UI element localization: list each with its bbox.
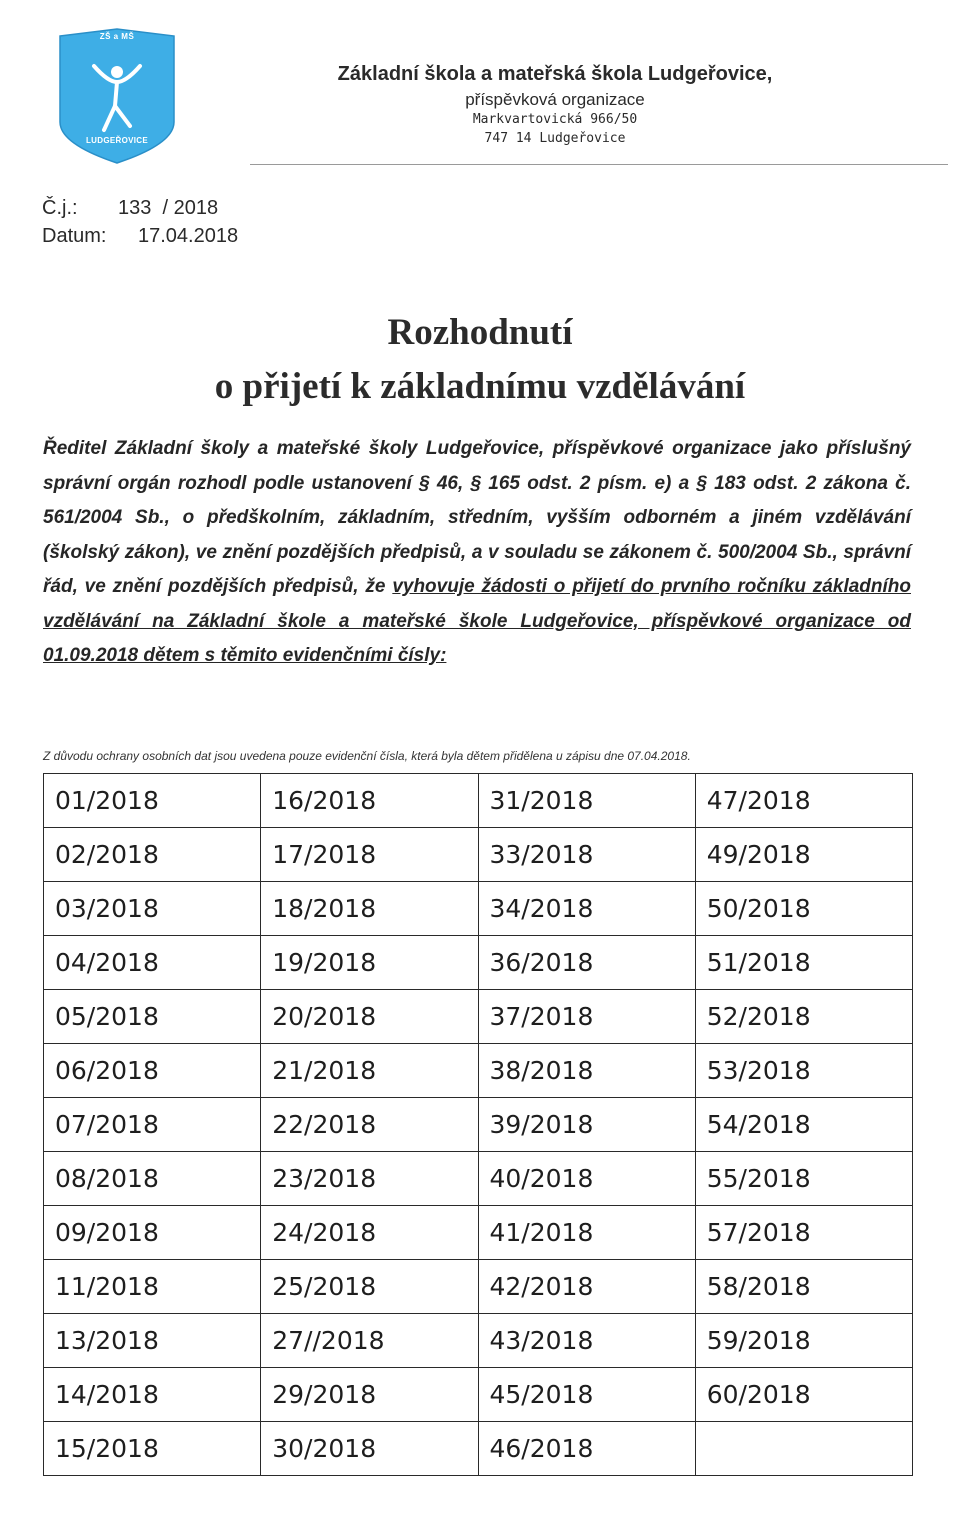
reference-block <box>42 194 238 250</box>
table-row <box>44 1422 913 1476</box>
table-cell: 29/2018 <box>261 1368 478 1422</box>
table-cell: 22/2018 <box>261 1098 478 1152</box>
table-cell: 11/2018 <box>44 1260 261 1314</box>
table-row <box>44 1152 913 1206</box>
table-cell: 43/2018 <box>478 1314 695 1368</box>
table-cell: 23/2018 <box>261 1152 478 1206</box>
table-row <box>44 774 913 828</box>
table-cell: 52/2018 <box>695 990 912 1044</box>
table-cell: 41/2018 <box>478 1206 695 1260</box>
table-cell: 08/2018 <box>44 1152 261 1206</box>
header-divider <box>250 164 948 165</box>
table-cell: 17/2018 <box>261 828 478 882</box>
table-cell: 42/2018 <box>478 1260 695 1314</box>
document-title-line2: o přijetí k základnímu vzdělávání <box>214 366 746 407</box>
table-row <box>44 1314 913 1368</box>
school-logo <box>50 26 184 166</box>
table-cell: 55/2018 <box>695 1152 912 1206</box>
table-cell <box>695 1422 912 1476</box>
table-cell: 38/2018 <box>478 1044 695 1098</box>
table-cell: 34/2018 <box>478 882 695 936</box>
table-row <box>44 1044 913 1098</box>
table-cell: 09/2018 <box>44 1206 261 1260</box>
table-row <box>44 936 913 990</box>
table-cell: 19/2018 <box>261 936 478 990</box>
reference-number-label: Č.j.: <box>42 197 78 219</box>
table-cell: 33/2018 <box>478 828 695 882</box>
table-cell: 31/2018 <box>478 774 695 828</box>
table-row <box>44 990 913 1044</box>
table-cell: 40/2018 <box>478 1152 695 1206</box>
decision-text: Ředitel Základní školy a mateřské školy Ludgeřovice, příspěvkové organizace jako příslušný správní orgán rozhodl podle ustanovení § 46, § 165 odst. 2 písm. e) a § 183 odst. 2 zákona č. 561/2004 Sb., o předškolním, základním, středním, vyšším odborném a jiném vzdělávání (školský zákon), ve znění pozdějších předpisů, a v souladu se zákonem č. 500/2004 Sb., správní řád, ve znění pozdějších předpisů, že <box>43 438 911 597</box>
table-row <box>44 1368 913 1422</box>
table-cell: 39/2018 <box>478 1098 695 1152</box>
reference-date-value: 17.04.2018 <box>138 225 239 247</box>
privacy-note: Z důvodu ochrany osobních dat jsou uvedena pouze evidenční čísla, která byla dětem přidělena u zápisu dne 07.04.2018. <box>43 749 691 763</box>
table-row <box>44 828 913 882</box>
table-cell: 16/2018 <box>261 774 478 828</box>
table-cell: 04/2018 <box>44 936 261 990</box>
reference-date-row <box>42 222 238 250</box>
logo-bottom-text: LUDGEŘOVICE <box>86 136 148 145</box>
table-cell: 30/2018 <box>261 1422 478 1476</box>
table-cell: 06/2018 <box>44 1044 261 1098</box>
table-cell: 02/2018 <box>44 828 261 882</box>
table-row <box>44 1206 913 1260</box>
logo-top-text: ZŠ a MŠ <box>99 32 135 41</box>
school-subtitle: příspěvková organizace <box>465 90 645 109</box>
reference-number-row <box>42 194 238 222</box>
document-title <box>0 306 960 414</box>
table-cell: 15/2018 <box>44 1422 261 1476</box>
table-row <box>44 1098 913 1152</box>
table-cell: 47/2018 <box>695 774 912 828</box>
table-cell: 27//2018 <box>261 1314 478 1368</box>
table-cell: 36/2018 <box>478 936 695 990</box>
table-cell: 58/2018 <box>695 1260 912 1314</box>
table-cell: 60/2018 <box>695 1368 912 1422</box>
table-cell: 24/2018 <box>261 1206 478 1260</box>
document-title-line1: Rozhodnutí <box>387 312 573 353</box>
table-cell: 14/2018 <box>44 1368 261 1422</box>
table-cell: 07/2018 <box>44 1098 261 1152</box>
school-name: Základní škola a mateřská škola Ludgeřovice, <box>337 63 773 85</box>
table-row <box>44 882 913 936</box>
table-cell: 05/2018 <box>44 990 261 1044</box>
table-cell: 57/2018 <box>695 1206 912 1260</box>
registration-numbers-table <box>43 773 913 1476</box>
table-cell: 53/2018 <box>695 1044 912 1098</box>
reference-date-label: Datum: <box>42 225 107 247</box>
table-cell: 01/2018 <box>44 774 261 828</box>
table-cell: 03/2018 <box>44 882 261 936</box>
table-cell: 59/2018 <box>695 1314 912 1368</box>
table-cell: 25/2018 <box>261 1260 478 1314</box>
school-address-line1: Markvartovická 966/50 <box>472 112 638 127</box>
table-cell: 51/2018 <box>695 936 912 990</box>
registration-numbers-body <box>44 774 913 1476</box>
table-cell: 45/2018 <box>478 1368 695 1422</box>
table-cell: 20/2018 <box>261 990 478 1044</box>
table-cell: 21/2018 <box>261 1044 478 1098</box>
decision-paragraph <box>43 432 911 674</box>
reference-number-value: 133 / 2018 <box>118 197 219 219</box>
table-cell: 37/2018 <box>478 990 695 1044</box>
table-cell: 13/2018 <box>44 1314 261 1368</box>
shield-icon <box>50 26 184 166</box>
table-cell: 50/2018 <box>695 882 912 936</box>
school-address-line2: 747 14 Ludgeřovice <box>484 131 626 146</box>
table-cell: 46/2018 <box>478 1422 695 1476</box>
table-row <box>44 1260 913 1314</box>
table-cell: 54/2018 <box>695 1098 912 1152</box>
table-cell: 18/2018 <box>261 882 478 936</box>
letterhead <box>250 62 860 148</box>
table-cell: 49/2018 <box>695 828 912 882</box>
decision-text-underlined: vyhovuje žádosti o přijetí do prvního ročníku základního vzdělávání na Základní škole a mateřské škole Ludgeřovice, příspěvkové organizace od 01.09.2018 dětem s těmito evidenčními čísly: <box>43 576 911 666</box>
